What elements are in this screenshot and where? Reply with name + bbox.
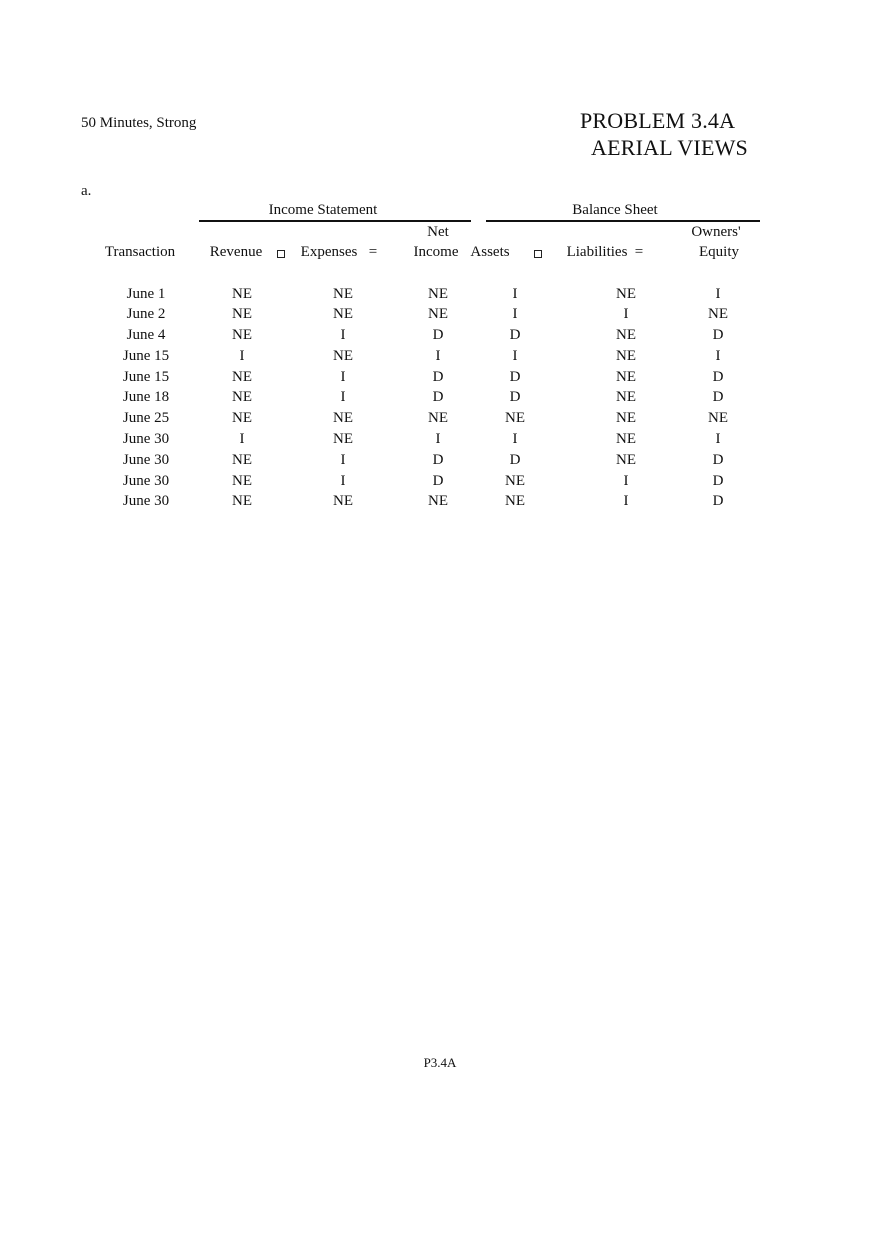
row-expenses: NE	[333, 493, 353, 509]
row-liabilities: I	[623, 473, 629, 489]
row-net-income: I	[435, 431, 441, 447]
row-revenue: NE	[232, 306, 252, 322]
row-date: June 30	[122, 493, 170, 509]
row-revenue: NE	[232, 369, 252, 385]
expenses-header: Expenses	[300, 244, 358, 260]
equals-placeholder-icon	[534, 250, 542, 258]
net-income-header-bottom: Income	[413, 244, 459, 260]
row-equity: I	[715, 431, 721, 447]
row-net-income: D	[432, 473, 444, 489]
row-equity: NE	[708, 306, 728, 322]
row-revenue: NE	[232, 410, 252, 426]
balance-sheet-rule	[486, 220, 760, 222]
row-equity: D	[712, 452, 724, 468]
row-net-income: NE	[428, 493, 448, 509]
row-net-income: NE	[428, 410, 448, 426]
row-assets: NE	[505, 410, 525, 426]
row-liabilities: NE	[616, 286, 636, 302]
row-net-income: NE	[428, 306, 448, 322]
row-expenses: I	[340, 473, 346, 489]
row-assets: D	[509, 327, 521, 343]
balance-sheet-heading: Balance Sheet	[572, 202, 658, 218]
row-expenses: NE	[333, 410, 353, 426]
row-assets: D	[509, 452, 521, 468]
row-net-income: D	[432, 369, 444, 385]
row-date: June 30	[122, 473, 170, 489]
row-liabilities: NE	[616, 389, 636, 405]
row-expenses: NE	[333, 431, 353, 447]
row-net-income: NE	[428, 286, 448, 302]
row-net-income: D	[432, 389, 444, 405]
row-equity: I	[715, 348, 721, 364]
row-net-income: D	[432, 327, 444, 343]
row-assets: I	[512, 286, 518, 302]
row-revenue: NE	[232, 286, 252, 302]
row-date: June 30	[122, 452, 170, 468]
plus-sign: =	[634, 244, 644, 260]
row-assets: D	[509, 389, 521, 405]
income-statement-heading: Income Statement	[268, 202, 378, 218]
row-revenue: I	[239, 431, 245, 447]
difficulty-subtitle: 50 Minutes, Strong	[81, 115, 197, 131]
row-liabilities: NE	[616, 431, 636, 447]
row-revenue: NE	[232, 389, 252, 405]
row-date: June 18	[122, 389, 170, 405]
row-equity: D	[712, 327, 724, 343]
assets-header: Assets	[470, 244, 510, 260]
row-expenses: I	[340, 327, 346, 343]
income-statement-rule	[199, 220, 471, 222]
row-liabilities: NE	[616, 327, 636, 343]
row-revenue: I	[239, 348, 245, 364]
net-income-header-top: Net	[427, 224, 449, 240]
row-assets: I	[512, 306, 518, 322]
row-expenses: NE	[333, 306, 353, 322]
transaction-header: Transaction	[104, 244, 176, 260]
row-date: June 30	[122, 431, 170, 447]
equity-header-bottom: Equity	[699, 244, 739, 260]
row-equity: I	[715, 286, 721, 302]
row-liabilities: NE	[616, 369, 636, 385]
row-liabilities: NE	[616, 452, 636, 468]
equity-header-top: Owners'	[691, 224, 741, 240]
equals-sign: =	[368, 244, 378, 260]
row-net-income: D	[432, 452, 444, 468]
row-equity: NE	[708, 410, 728, 426]
revenue-header: Revenue	[209, 244, 263, 260]
row-revenue: NE	[232, 327, 252, 343]
page-footer-label: P3.4A	[423, 1055, 457, 1070]
row-assets: I	[512, 431, 518, 447]
row-revenue: NE	[232, 452, 252, 468]
row-equity: D	[712, 473, 724, 489]
row-equity: D	[712, 493, 724, 509]
row-expenses: NE	[333, 348, 353, 364]
row-revenue: NE	[232, 473, 252, 489]
row-equity: D	[712, 389, 724, 405]
row-assets: NE	[505, 473, 525, 489]
part-label: a.	[81, 183, 92, 199]
row-liabilities: I	[623, 306, 629, 322]
row-date: June 1	[126, 286, 166, 302]
liabilities-header: Liabilities	[566, 244, 628, 260]
problem-title: PROBLEM 3.4A	[580, 108, 736, 133]
row-date: June 4	[126, 327, 166, 343]
minus-placeholder-icon	[277, 250, 285, 258]
row-expenses: I	[340, 389, 346, 405]
row-equity: D	[712, 369, 724, 385]
row-expenses: NE	[333, 286, 353, 302]
row-date: June 15	[122, 369, 170, 385]
row-liabilities: NE	[616, 410, 636, 426]
row-expenses: I	[340, 369, 346, 385]
row-liabilities: I	[623, 493, 629, 509]
row-date: June 2	[126, 306, 166, 322]
row-expenses: I	[340, 452, 346, 468]
row-assets: D	[509, 369, 521, 385]
row-assets: NE	[505, 493, 525, 509]
row-assets: I	[512, 348, 518, 364]
row-net-income: I	[435, 348, 441, 364]
row-revenue: NE	[232, 493, 252, 509]
row-date: June 15	[122, 348, 170, 364]
row-date: June 25	[122, 410, 170, 426]
row-liabilities: NE	[616, 348, 636, 364]
problem-subtitle: AERIAL VIEWS	[591, 135, 748, 160]
